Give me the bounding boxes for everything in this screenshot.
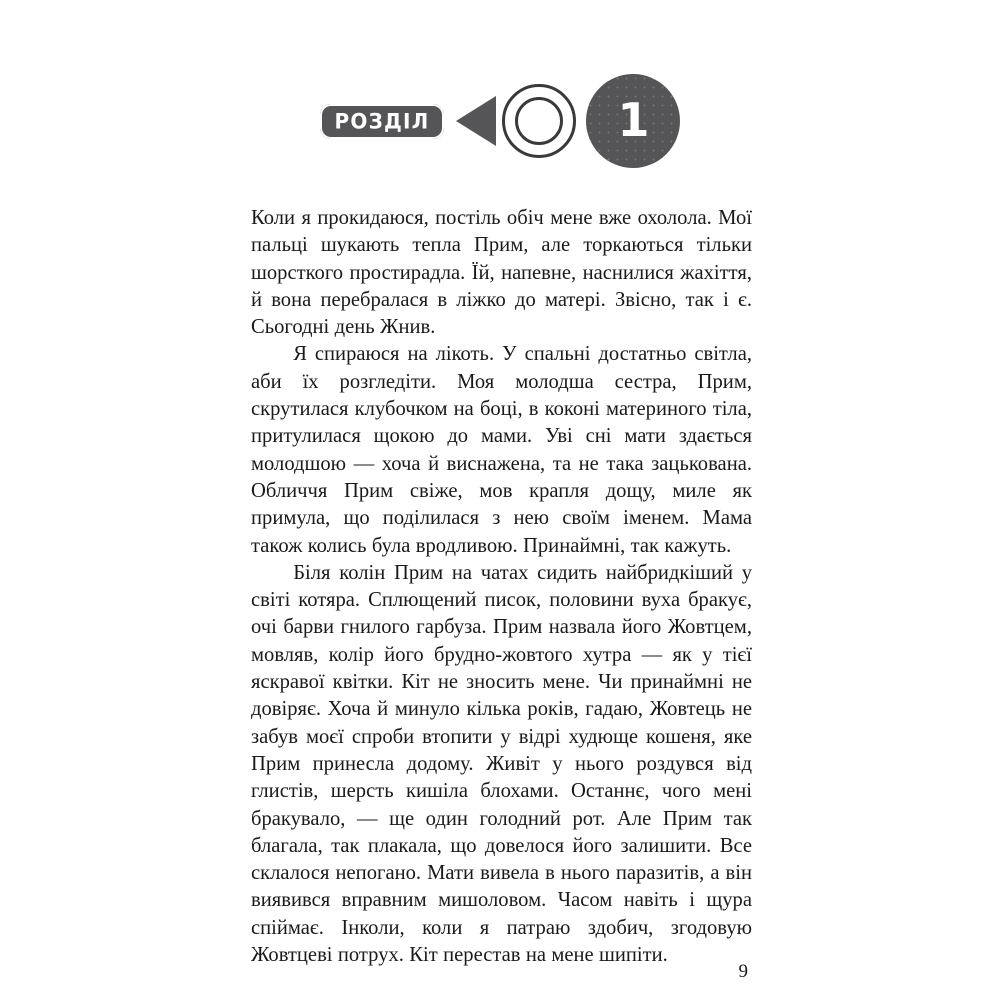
chapter-header-ornament	[0, 62, 1000, 180]
chapter-number-circle	[586, 74, 680, 168]
paragraph: Біля колін Прим на чатах сидить найбридкіший у світі котяра. Сплющений писок, половини вуха бракує, очі барви гнилого гарбуза. Прим назвала його Жовтцем, мовляв, колір його брудно-жовтого хутра — як у тієї яскравої квітки. Кіт не зносить мене. Чи принаймні не довіряє. Хоча й минуло кілька років, гадаю, Жовтець не забув моєї спроби втопити у відрі худюще кошеня, яке Прим принесла додому. Живіт у нього роздувся від глистів, шерсть кишіла блохами. Останнє, чого мені бракувало, — ще один голодний рот. Але Прим так благала, так плакала, що довелося його залишити. Все склалося непогано. Мати вивела в нього паразитів, а він виявився вправним мишоловом. Часом навіть і щура спіймає. Інколи, коли я патраю здобич, згодовую Жовтцеві потрух. Кіт перестав на мене шипіти.	[251, 561, 752, 967]
page-number: 9	[738, 961, 748, 982]
chapter-label-badge	[320, 104, 445, 139]
paragraph: Коли я прокидаюся, постіль обіч мене вже охолола. Мої пальці шукають тепла Прим, але торкаються тільки шорсткого простирадла. Їй, напевне, наснилися жахіття, й вона перебралася в ліжко до матері. Звісно, так і є. Сьогодні день Жнив.	[251, 207, 752, 339]
chapter-body-text	[251, 205, 752, 969]
paragraph: Я спираюся на лікоть. У спальні достатньо світла, аби їх розгледіти. Моя молодша сестра, Прим, скрутилася клубочком на боці, в коконі материного тіла, притулилася щокою до мами. Увi снi мати здається молодшою — хоча й виснажена, та не така зацькована. Обличчя Прим свіже, мов крапля дощу, миле як примула, що поділилася з нею своїм іменем. Мама також колись була вродливою. Принаймні, так кажуть.	[251, 343, 752, 557]
chapter-number-text: 1	[617, 93, 650, 147]
left-triangle-icon	[456, 96, 496, 146]
concentric-rings-icon	[502, 84, 576, 158]
chapter-label-text: РОЗДІЛ	[334, 107, 430, 134]
